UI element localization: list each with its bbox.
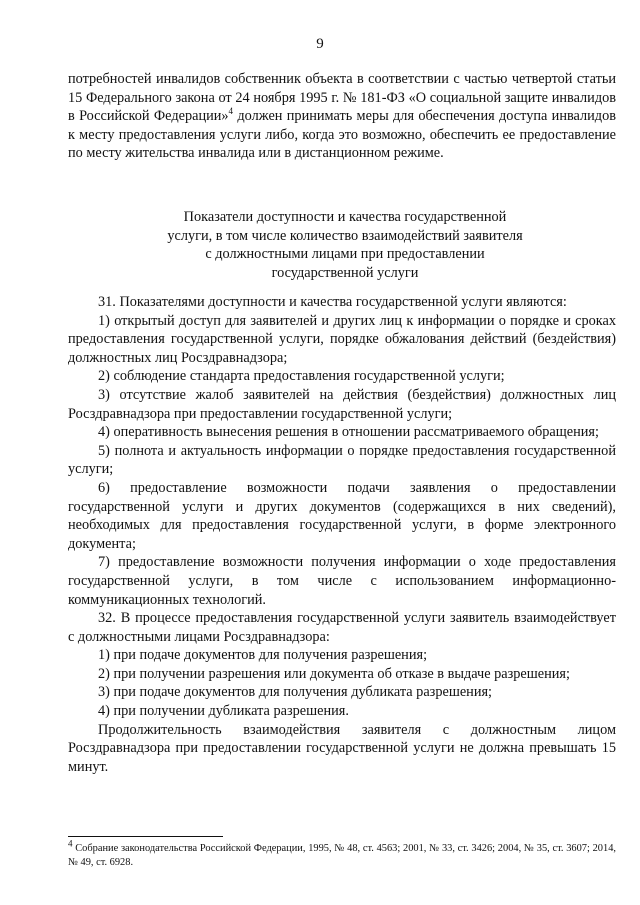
section-body <box>68 293 616 776</box>
list-item: 1) открытый доступ для заявителей и других лиц к информации о порядке и сроках предоставления государственной услуги, порядке обжалования действий (бездействия) должностных лиц Росздравнадзора; <box>68 312 616 366</box>
paragraph-32: 32. В процессе предоставления государственной услуги заявитель взаимодействует с должностными лицами Росздравнадзора: <box>68 610 616 645</box>
list-item: 1) при подаче документов для получения разрешения; <box>98 647 428 664</box>
heading-line: с должностными лицами при предоставлении <box>205 246 485 263</box>
intro-text <box>68 70 616 163</box>
list-item: 6) предоставление возможности подачи заявления о предоставлении государственной услуги и других документов (содержащихся в них сведений), необходимых для предоставления государственной услуги, в форме электронного документа; <box>68 479 616 552</box>
heading-line: государственной услуги <box>271 264 419 281</box>
paragraph-31: 31. Показателями доступности и качества государственной услуги являются: <box>98 294 567 310</box>
list-item: 3) отсутствие жалоб заявителей на действия (бездействия) должностных лиц Росздравнадзора при предоставлении государственной услуги; <box>68 386 616 422</box>
list-item: 3) при подаче документов для получения дубликата разрешения; <box>98 684 493 701</box>
list-item: 5) полнота и актуальность информации о порядке предоставления государственной услуги; <box>68 442 616 478</box>
footnote-reference: 4 <box>228 106 234 117</box>
footnote-divider <box>68 836 223 837</box>
intro-text-part1: потребностей инвалидов собственник объекта в соответствии с частью четвертой статьи 15 Федерального закона от 24 ноября 1995 г. № 181-ФЗ «О социальной защите инвалидов в Российской Федерации» <box>68 71 616 125</box>
intro-text-part2: должен принимать меры для обеспечения доступа инвалидов к месту предоставления услуги либо, когда это возможно, обеспечить ее предоставление по месту жительства инвалида или в дистанционном режиме. <box>68 108 616 162</box>
list-item: 2) при получении разрешения или документа об отказе в выдаче разрешения; <box>98 665 570 682</box>
duration-paragraph: Продолжительность взаимодействия заявителя с должностным лицом Росздравнадзора при предоставлении государственной услуги не должна превышать 15 минут. <box>68 721 616 775</box>
section-heading <box>150 208 540 282</box>
list-item: 4) оперативность вынесения решения в отношении рассматриваемого обращения; <box>98 424 599 441</box>
list-item: 7) предоставление возможности получения информации о ходе предоставления государственной услуги, в том числе с использованием информационно-коммуникационных технологий. <box>68 554 616 608</box>
list-item: 4) при получении дубликата разрешения. <box>98 703 349 720</box>
heading-line: услуги, в том числе количество взаимодействий заявителя <box>167 227 523 244</box>
footnote-text: Собрание законодательства Российской Федерации, 1995, № 48, ст. 4563; 2001, № 33, ст. 3426; 2004, № 35, ст. 3607; 2014, № 49, ст. 6928. <box>68 843 616 868</box>
footnote-marker: 4 <box>68 838 73 849</box>
list-item: 2) соблюдение стандарта предоставления государственной услуги; <box>98 368 505 385</box>
heading-line: Показатели доступности и качества государственной <box>183 209 507 225</box>
page-number: 9 <box>316 36 324 52</box>
footnote <box>68 838 616 869</box>
intro-paragraph <box>68 70 616 163</box>
